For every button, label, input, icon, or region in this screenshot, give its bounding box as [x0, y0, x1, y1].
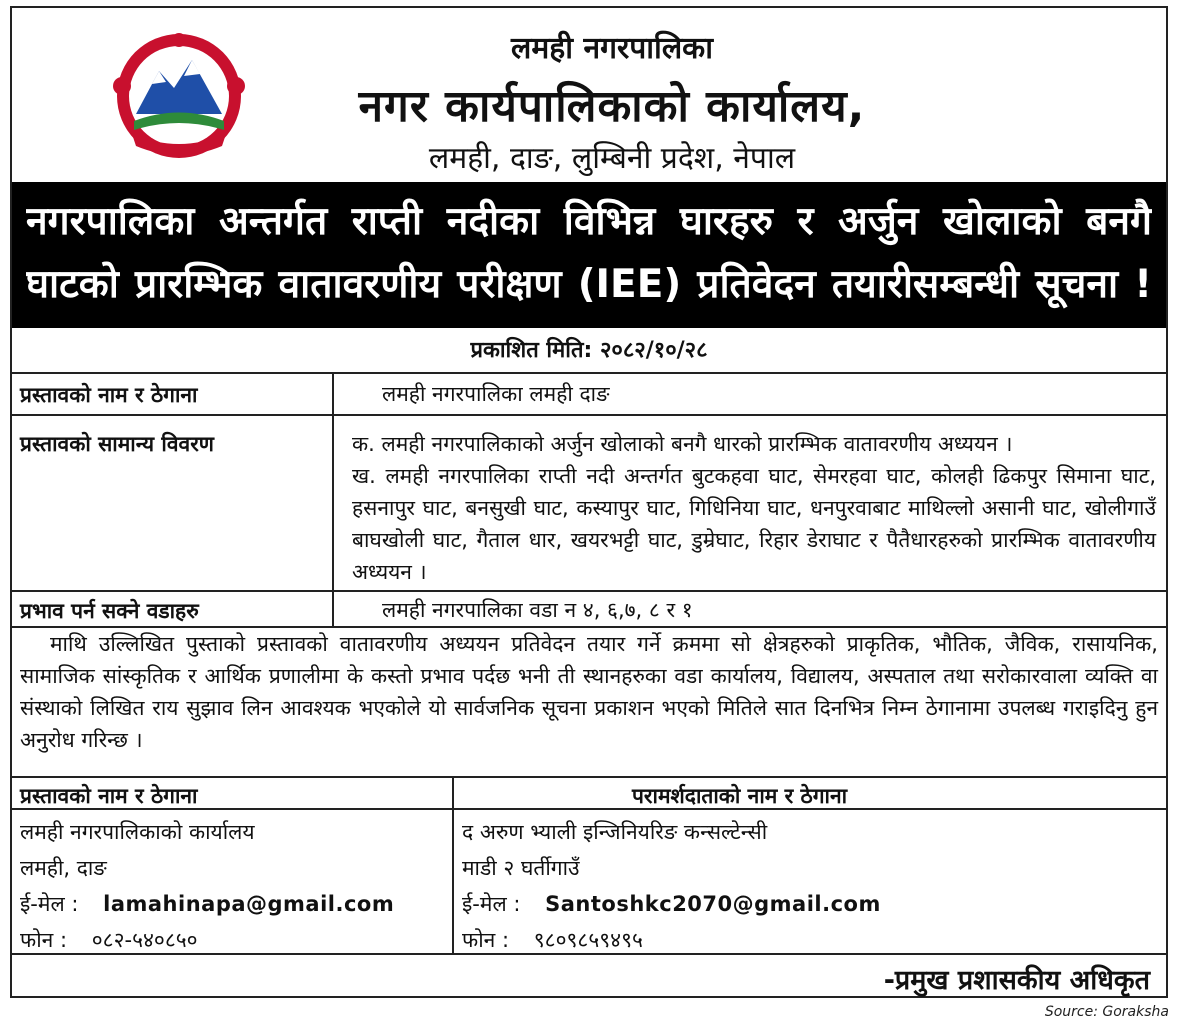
proposal-desc-item-a: क. लमही नगरपालिकाको अर्जुन खोलाको बनगै धारको प्रारम्भिक वातावरणीय अध्ययन । [352, 432, 1013, 456]
proponent-email-line [20, 886, 394, 922]
proposal-desc-values [352, 428, 1156, 588]
nepal-emblem-logo [104, 26, 254, 166]
email-label: ई-मेल : [462, 892, 521, 916]
proposal-desc-label: प्रस्तावको सामान्य विवरण [20, 432, 214, 456]
office-address: लमही, दाङ, लुम्बिनी प्रदेश, नेपाल [428, 141, 796, 176]
proponent-email: lamahinapa@gmail.com [103, 892, 395, 916]
email-label: ई-मेल : [20, 892, 79, 916]
office-name: नगर कार्यपालिकाको कार्यालय, [358, 81, 866, 132]
notice-body-paragraph: माथि उल्लिखित पुस्ताको प्रस्तावको वातावरणीय अध्ययन प्रतिवेदन तयार गर्ने क्रममा सो क्षेत्रहरुको प्राकृतिक, भौतिक, जैविक, रासायनिक, सामाजिक सांस्कृतिक र आर्थिक प्रणालीमा के कस्तो प्रभाव पर्दछ भनी ती स्थानहरुका वडा कार्यालय, विद्यालय, अस्पताल तथा सरोकारवाला व्यक्ति वा संस्थाको लिखित राय सुझाव लिन आवश्यक भएकोले यो सार्वजनिक सूचना प्रकाशन भएको मितिले सात दिनभित्र निम्न ठेगानामा उपलब्ध गराइदिनु हुन अनुरोध गरिन्छ । [20, 632, 1158, 752]
proposal-desc-item-b: ख. लमही नगरपालिका राप्ती नदी अन्तर्गत बुटकहवा घाट, सेमरहवा घाट, कोलही ढिकपुर सिमाना घाट, हसनापुर घाट, बनसुखी घाट, कस्यापुर घाट, गिधिनिया घाट, धनपुरवाबाट माथिल्लो असानी घाट, खोलीगाउँ बाघखोली घाट, गैताल धार, खयरभट्टी घाट, डुम्रेघाट, रिहार डेराघाट र पैतैधारहरुको प्रारम्भिक वातावरणीय अध्ययन । [352, 464, 1156, 584]
affected-wards-value: लमही नगरपालिका वडा न ४, ६,७, ८ र १ [382, 598, 693, 622]
proposal-name-value: लमही नगरपालिका लमही दाङ [382, 382, 610, 406]
proponent-name: लमही नगरपालिकाको कार्यालय [20, 820, 255, 844]
affected-wards-label: प्रभाव पर्न सक्ने वडाहरु [20, 599, 199, 623]
phone-label: फोन : [20, 928, 68, 952]
consultant-phone: ९८०९८५९४९५ [533, 928, 643, 952]
proponent-address: लमही, दाङ [20, 856, 107, 880]
published-date: प्रकाशित मिति: २०८२/१०/२८ [12, 330, 1166, 374]
notice-title-line-1: नगरपालिका अन्तर्गत राप्ती नदीका विभिन्न घारहरु र अर्जुन खोलाको बनगै [26, 199, 1152, 244]
row-proposal-name [12, 372, 1166, 416]
consultant-name: द अरुण भ्याली इन्जिनियरिङ कन्सल्टेन्सी [462, 820, 768, 844]
row-affected-wards [12, 592, 1166, 628]
proponent-phone: ०८२-५४०८५० [91, 928, 198, 952]
signature-chief-administrative-officer: -प्रमुख प्रशासकीय अधिकृत [883, 965, 1150, 996]
notice-document [10, 6, 1168, 998]
contact-table-bottom-border [12, 953, 1166, 955]
municipality-name: लमही नगरपालिका [511, 31, 713, 66]
contact-table-header [12, 776, 1166, 810]
proposal-name-label: प्रस्तावको नाम र ठेगाना [20, 383, 198, 407]
row-divider [332, 592, 334, 626]
proponent-heading: प्रस्तावको नाम र ठेगाना [20, 784, 198, 808]
consultant-heading: परामर्शदाताको नाम र ठेगाना [632, 784, 848, 808]
consultant-address: माडी २ घर्तीगाउँ [462, 856, 580, 880]
notice-title-line-2: घाटको प्रारम्भिक वातावरणीय परीक्षण (IEE) प्रतिवेदन तयारीसम्बन्धी सूचना ! [26, 262, 1152, 307]
consultant-email-line [462, 886, 881, 922]
phone-label: फोन : [462, 928, 510, 952]
notice-title-banner [12, 182, 1166, 328]
row-divider [332, 416, 334, 590]
row-proposal-description [12, 416, 1166, 592]
consultant-contact [452, 814, 881, 958]
consultant-email: Santoshkc2070@gmail.com [545, 892, 881, 916]
image-source-credit: Source: Goraksha [1044, 1004, 1169, 1020]
row-divider [332, 372, 334, 414]
proponent-contact [20, 814, 394, 958]
